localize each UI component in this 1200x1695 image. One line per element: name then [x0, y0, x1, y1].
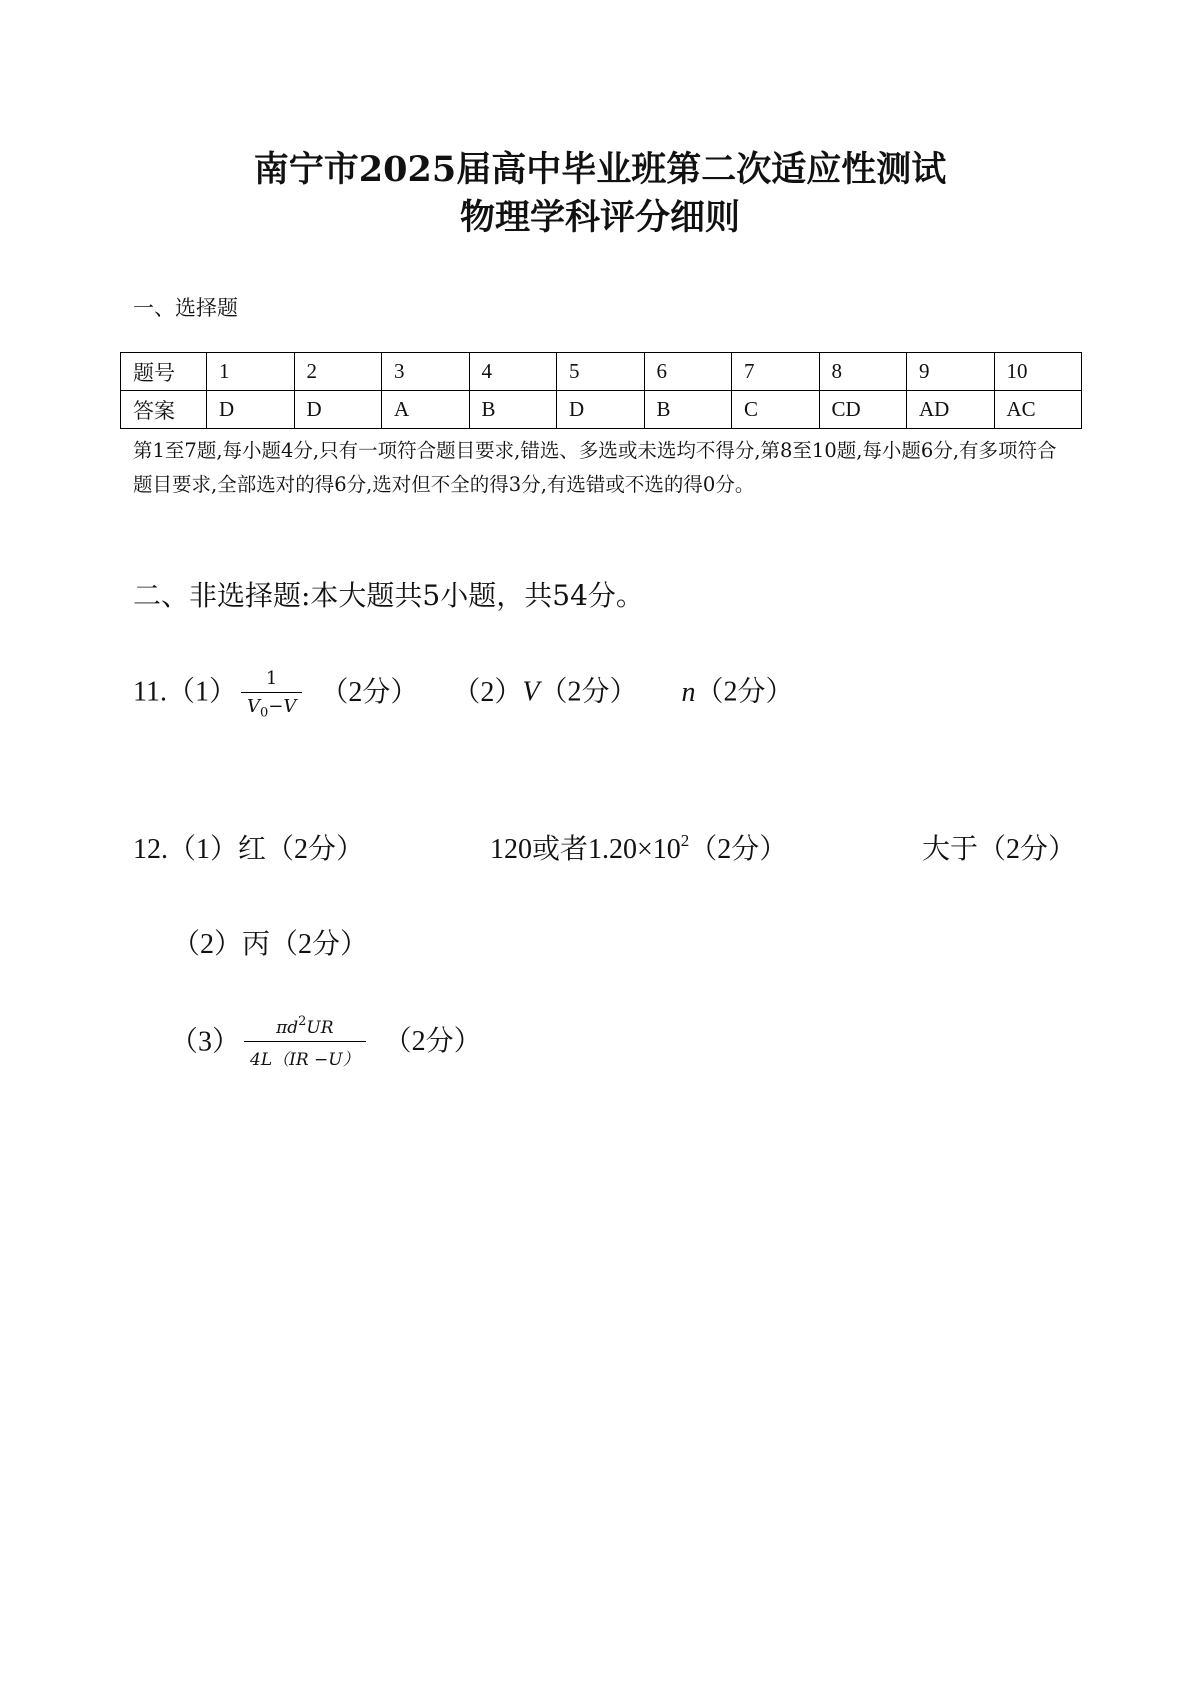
table-cell: AC [994, 391, 1082, 429]
table-cell: 6 [644, 353, 732, 391]
q11-den-sub: 0 [259, 705, 269, 721]
table-cell: 8 [819, 353, 907, 391]
table-cell: 5 [557, 353, 645, 391]
q12-part2: （2）丙（2分） [172, 929, 369, 960]
table-cell: B [469, 391, 557, 429]
row-label-answer: 答案 [121, 391, 207, 429]
q11-part2-score: （2分） [539, 676, 638, 708]
table-cell: CD [819, 391, 907, 429]
table-cell: 9 [907, 353, 995, 391]
q12-val-score: （2分） [689, 834, 788, 865]
q11-part3-var: n [681, 676, 696, 708]
q12-val-base: 120或者1.20×10 [490, 834, 681, 865]
section-1-heading: 一、选择题 [133, 296, 238, 320]
q11-frac-numerator: 1 [265, 668, 278, 689]
q12-part3-score: （2分） [383, 1026, 482, 1058]
section-2-heading: 二、非选择题:本大题共5小题，共54分。 [133, 579, 644, 612]
table-cell: D [294, 391, 382, 429]
page-title: 南宁市2025届高中毕业班第二次适应性测试 [253, 149, 947, 190]
q12-den-b: （IR −U） [272, 1050, 360, 1070]
table-cell: 3 [382, 353, 470, 391]
q11-den-var: V [246, 696, 260, 717]
q12-part3 [170, 1014, 482, 1070]
answer-table [120, 352, 1082, 429]
table-cell: D [557, 391, 645, 429]
q11-frac-denominator [241, 692, 302, 721]
q12-fraction [244, 1014, 366, 1070]
q12-frac-numerator [244, 1014, 366, 1041]
scoring-note: 第1至7题,每小题4分,只有一项符合题目要求,错选、多选或未选均不得分,第8至10题,每小题6分,有多项符合题目要求,全部选对的得6分,选对但不全的得3分,有选错或不选的得0分。 [133, 439, 1057, 496]
table-cell: A [382, 391, 470, 429]
q11-den-rest: −V [268, 696, 297, 717]
page-subtitle: 物理学科评分细则 [459, 197, 740, 238]
q12-part1-label: 12.（1）红（2分） [133, 834, 365, 865]
q11-label: 11.（1） [133, 676, 237, 708]
q12-part1-compare: 大于（2分） [922, 834, 1077, 865]
question-11 [133, 668, 794, 721]
q12-den-a: 4L [250, 1050, 273, 1070]
q12-part1-value [490, 827, 787, 867]
table-cell: 1 [207, 353, 295, 391]
table-cell: 10 [994, 353, 1082, 391]
table-cell: C [732, 391, 820, 429]
q11-part2-var: V [522, 676, 540, 708]
q12-num-b: UR [306, 1018, 334, 1038]
q12-frac-denominator [244, 1041, 366, 1070]
row-label-question: 题号 [121, 353, 207, 391]
table-cell: 7 [732, 353, 820, 391]
q11-fraction [241, 668, 302, 721]
table-cell: AD [907, 391, 995, 429]
q12-part3-label: （3） [170, 1026, 241, 1058]
q12-val-exponent: 2 [680, 831, 690, 850]
q12-num-exp: 2 [298, 1014, 307, 1029]
table-cell: D [207, 391, 295, 429]
table-cell: 4 [469, 353, 557, 391]
table-row-answers [121, 391, 1082, 429]
table-cell: B [644, 391, 732, 429]
q11-part3-score: （2分） [695, 676, 794, 708]
q11-score-1: （2分） [320, 676, 419, 708]
table-row-question-numbers [121, 353, 1082, 391]
q12-num-a: πd [276, 1018, 299, 1038]
q11-part2-label: （2） [466, 676, 523, 708]
table-cell: 2 [294, 353, 382, 391]
